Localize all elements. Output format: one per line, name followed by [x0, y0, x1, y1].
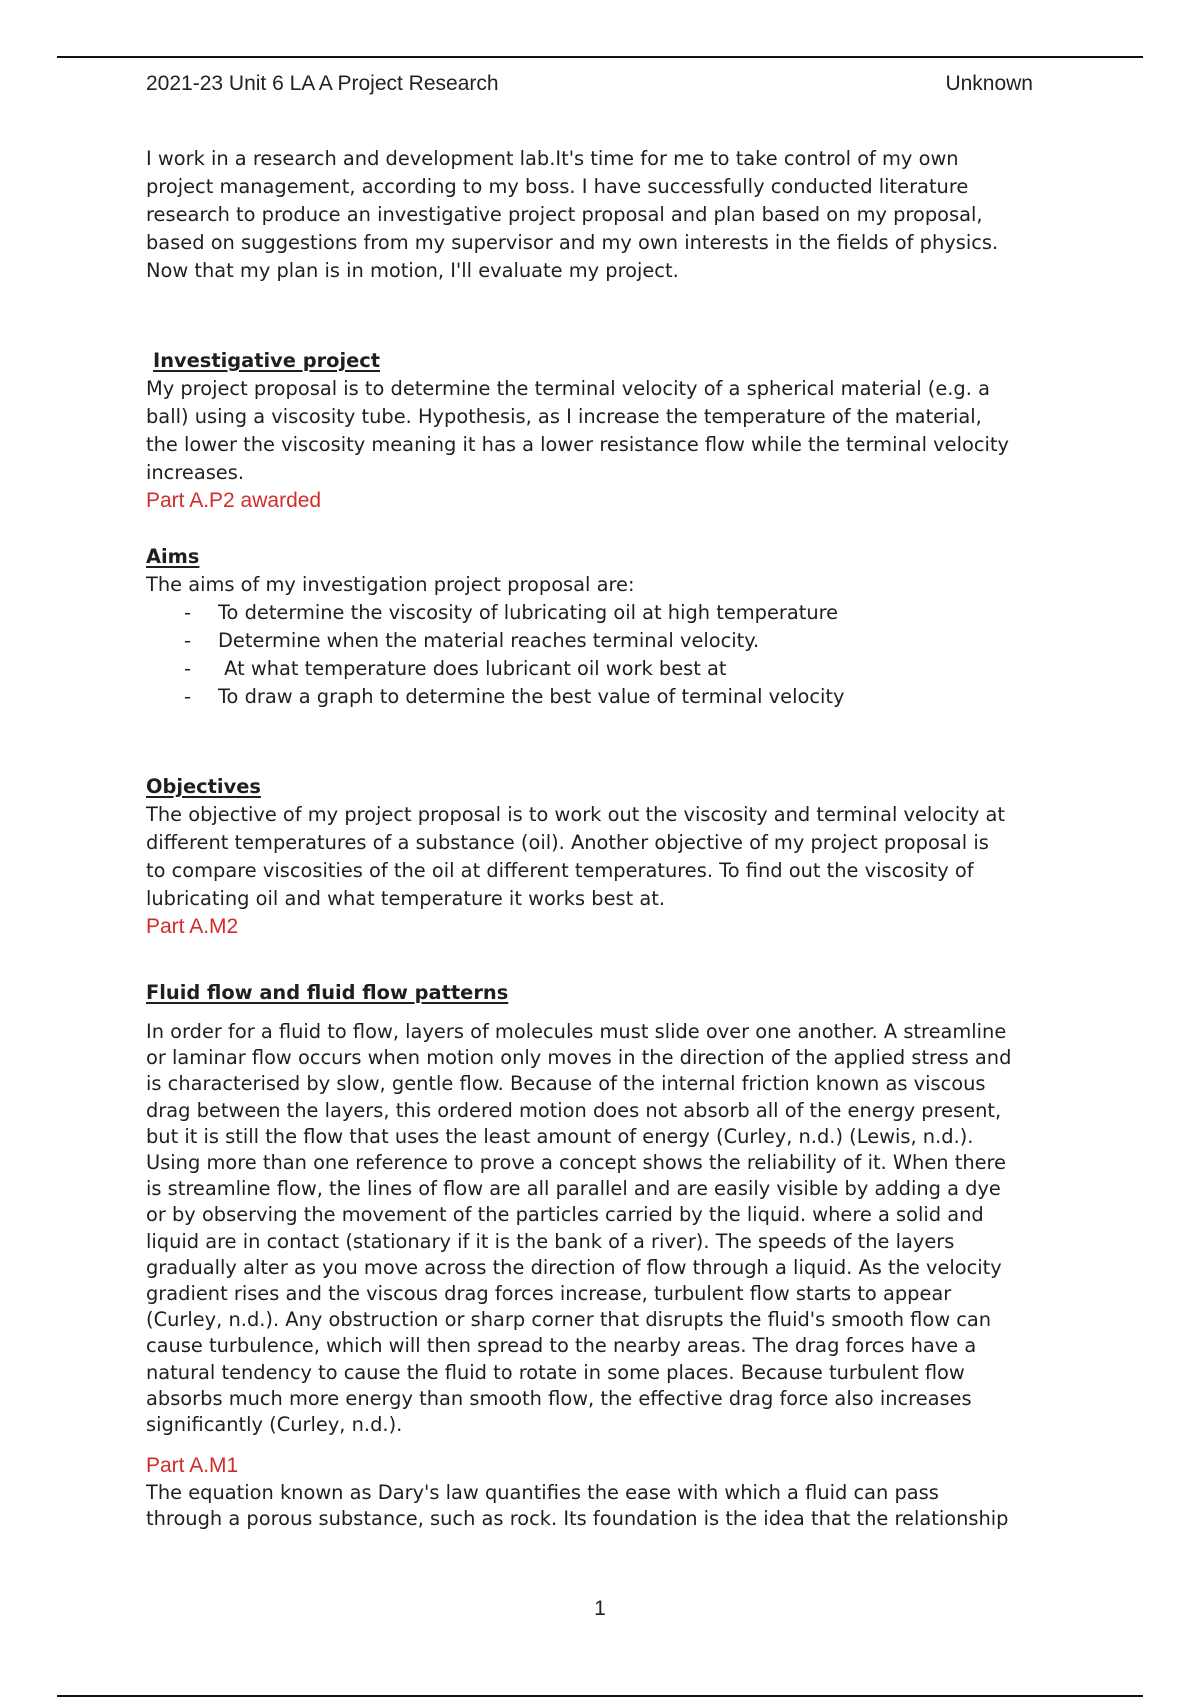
- aims-item-text: At what temperature does lubricant oil work best at: [218, 657, 727, 680]
- fluid-line: gradient rises and the viscous drag forces increase, turbulent flow starts to appear: [146, 1282, 952, 1306]
- document-body: [146, 145, 1066, 1533]
- investigative-line: ball) using a viscosity tube. Hypothesis, as I increase the temperature of the material,: [146, 405, 982, 428]
- aims-list-item: - Determine when the material reaches terminal velocity.: [184, 629, 760, 652]
- fluid-line: In order for a fluid to flow, layers of molecules must slide over one another. A streamline: [146, 1020, 1007, 1043]
- award-m2-label: Part A.M2: [146, 915, 239, 938]
- intro-line: research to produce an investigative project proposal and plan based on my proposal,: [146, 203, 983, 226]
- investigative-line: increases.: [146, 461, 244, 484]
- fluid-line: significantly (Curley, n.d.).: [146, 1413, 403, 1437]
- fluid-line: or laminar flow occurs when motion only moves in the direction of the applied stress and: [146, 1046, 1012, 1070]
- aims-list: [146, 599, 1066, 711]
- fluid-line: cause turbulence, which will then spread to the nearby areas. The drag forces have a: [146, 1334, 977, 1358]
- fluid-line: liquid are in contact (stationary if it is the bank of a river). The speeds of the layers: [146, 1229, 955, 1253]
- fluid-line: absorbs much more energy than smooth flow, the effective drag force also increases: [146, 1386, 972, 1410]
- intro-line: Now that my plan is in motion, I'll evaluate my project.: [146, 259, 679, 282]
- investigative-line: the lower the viscosity meaning it has a lower resistance flow while the terminal velocity: [146, 433, 1009, 456]
- document-title: 2021-23 Unit 6 LA A Project Research: [146, 72, 499, 95]
- page-number: 1: [594, 1597, 606, 1620]
- intro-line: based on suggestions from my supervisor and my own interests in the fields of physics.: [146, 231, 999, 254]
- objectives-heading: Objectives: [146, 775, 261, 798]
- aims-item-text: To determine the viscosity of lubricating oil at high temperature: [218, 601, 839, 624]
- page-header: [146, 72, 1033, 102]
- fluid-line: or by observing the movement of the particles carried by the liquid. where a solid and: [146, 1203, 984, 1227]
- document-author: Unknown: [945, 72, 1033, 95]
- fluid-line: drag between the layers, this ordered motion does not absorb all of the energy present,: [146, 1098, 1002, 1122]
- award-m1-label: Part A.M1: [146, 1454, 239, 1478]
- darcy-line: through a porous substance, such as rock. Its foundation is the idea that the relationship: [146, 1507, 1009, 1531]
- fluid-line: is characterised by slow, gentle flow. Because of the internal friction known as viscous: [146, 1072, 986, 1096]
- aims-list-item: - To draw a graph to determine the best value of terminal velocity: [184, 685, 845, 708]
- aims-list-item: - At what temperature does lubricant oil work best at: [184, 657, 727, 680]
- fluid-line: Using more than one reference to prove a concept shows the reliability of it. When there: [146, 1151, 1007, 1175]
- fluid-line: natural tendency to cause the fluid to rotate in some places. Because turbulent flow: [146, 1360, 965, 1384]
- aims-list-item: - To determine the viscosity of lubricating oil at high temperature: [184, 601, 839, 624]
- fluid-flow-heading: Fluid flow and fluid flow patterns: [146, 981, 509, 1004]
- darcy-line: The equation known as Dary's law quantifies the ease with which a fluid can pass: [146, 1481, 939, 1505]
- fluid-flow-paragraph: [146, 1019, 1066, 1438]
- objectives-line: different temperatures of a substance (oil). Another objective of my project proposal is: [146, 831, 989, 854]
- bottom-rule: [57, 1695, 1143, 1697]
- fluid-line: gradually alter as you move across the direction of flow through a liquid. As the velocity: [146, 1255, 1002, 1279]
- intro-paragraph: [146, 145, 1066, 285]
- aims-item-text: To draw a graph to determine the best value of terminal velocity: [218, 685, 845, 708]
- investigative-paragraph: [146, 375, 1066, 487]
- intro-line: I work in a research and development lab.It's time for me to take control of my own: [146, 147, 959, 170]
- award-p2-label: Part A.P2 awarded: [146, 489, 322, 512]
- fluid-line: (Curley, n.d.). Any obstruction or sharp corner that disrupts the fluid's smooth flow can: [146, 1308, 992, 1332]
- aims-heading: Aims: [146, 545, 200, 568]
- aims-intro: The aims of my investigation project proposal are:: [146, 573, 635, 596]
- fluid-line: but it is still the flow that uses the least amount of energy (Curley, n.d.) (Lewis, n.d.).: [146, 1124, 974, 1148]
- investigative-line: My project proposal is to determine the terminal velocity of a spherical material (e.g. a: [146, 377, 990, 400]
- top-rule: [57, 56, 1143, 58]
- objectives-line: lubricating oil and what temperature it works best at.: [146, 887, 666, 910]
- aims-item-text: Determine when the material reaches terminal velocity.: [218, 629, 760, 652]
- objectives-paragraph: [146, 801, 1066, 913]
- fluid-line: is streamline flow, the lines of flow are all parallel and are easily visible by adding a dye: [146, 1177, 1001, 1201]
- darcy-paragraph: [146, 1480, 1066, 1532]
- objectives-line: The objective of my project proposal is to work out the viscosity and terminal velocity at: [146, 803, 1005, 826]
- investigative-project-heading: Investigative project: [153, 349, 381, 372]
- objectives-line: to compare viscosities of the oil at different temperatures. To find out the viscosity of: [146, 859, 974, 882]
- intro-line: project management, according to my boss. I have successfully conducted literature: [146, 175, 969, 198]
